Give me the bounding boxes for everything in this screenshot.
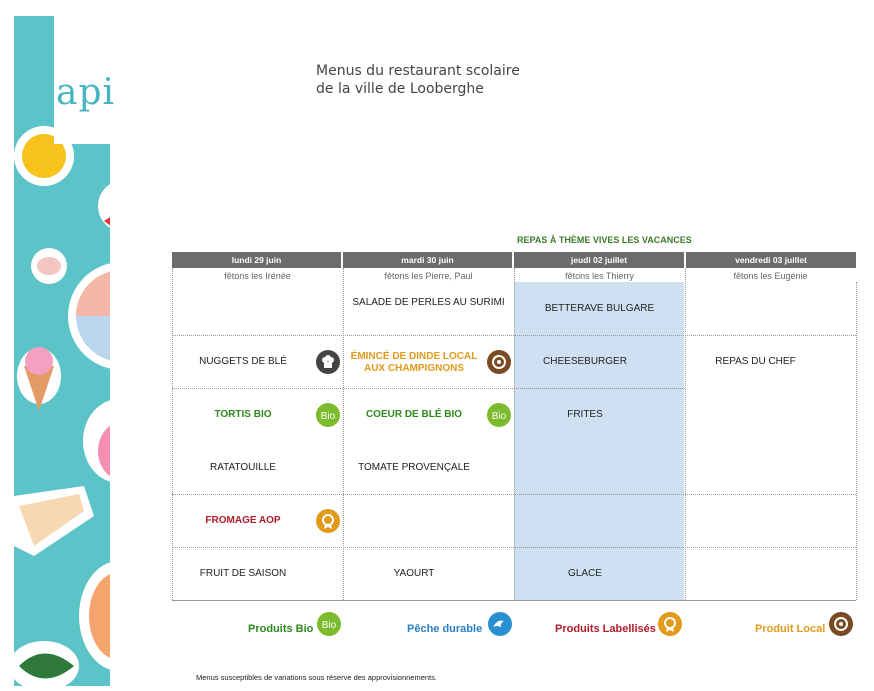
chef-hat-icon — [316, 350, 340, 374]
legend-peche: Pêche durable — [407, 623, 483, 635]
grid-line — [172, 600, 856, 601]
menu-item: ÉMINCÉ DE DINDE LOCAL AUX CHAMPIGNONS — [350, 351, 478, 374]
highlight-column — [514, 282, 684, 600]
menu-item: BETTERAVE BULGARE — [544, 303, 655, 314]
fete-lundi: fêtons les Irénée — [224, 271, 291, 281]
bio-leaf-icon — [316, 403, 340, 427]
title-line-2: de la ville de Looberghe — [316, 81, 484, 97]
label-rosette-icon — [316, 509, 340, 533]
day-header-mardi: mardi 30 juin — [343, 252, 512, 268]
label-rosette-icon — [658, 612, 682, 636]
theme-banner: REPAS À THÈME VIVES LES VACANCES — [517, 235, 692, 245]
local-product-icon — [829, 612, 853, 636]
day-header-lundi: lundi 29 juin — [172, 252, 341, 268]
fete-vendredi: fêtons les Eugénie — [733, 271, 808, 281]
bio-badge-text: Bio — [321, 620, 337, 631]
menu-item: TOMATE PROVENÇALE — [358, 462, 470, 473]
menu-item: CHEESEBURGER — [543, 356, 627, 367]
grid-line — [172, 388, 685, 389]
grid-line — [172, 494, 856, 495]
menu-item: TORTIS BIO — [214, 409, 272, 420]
sidebar-gap — [110, 16, 148, 686]
bio-leaf-icon — [487, 403, 511, 427]
wave-icon — [488, 612, 512, 636]
legend-bio: Produits Bio — [248, 623, 314, 635]
menu-table — [172, 252, 856, 600]
grid-line — [685, 268, 686, 600]
menu-item: FRUIT DE SAISON — [199, 568, 287, 579]
bio-badge-text: Bio — [320, 411, 336, 422]
menu-item: RATATOUILLE — [210, 462, 276, 473]
grid-line — [514, 268, 515, 600]
grid-line — [172, 547, 856, 548]
menu-item: GLACE — [568, 568, 602, 579]
fete-jeudi: fêtons les Thierry — [565, 271, 634, 281]
menu-item: FROMAGE AOP — [205, 515, 281, 526]
menu-item: COEUR DE BLÉ BIO — [365, 409, 463, 420]
grid-line — [172, 268, 173, 600]
grid-line — [343, 268, 344, 600]
bio-leaf-icon — [317, 612, 341, 636]
bio-badge-text: Bio — [491, 411, 507, 422]
menu-item: REPAS DU CHEF — [715, 356, 796, 367]
menu-item: SALADE DE PERLES AU SURIMI — [352, 297, 505, 308]
legend-local: Produit Local — [755, 623, 826, 635]
menu-item: FRITES — [567, 409, 603, 420]
day-header-jeudi: jeudi 02 juillet — [514, 252, 684, 268]
legend-label: Produits Labellisés — [555, 623, 656, 635]
footer-note: Menus susceptibles de variations sous réserve des approvisionnements. — [196, 673, 437, 682]
grid-line — [172, 335, 856, 336]
local-product-icon — [487, 350, 511, 374]
page-title — [316, 62, 520, 98]
title-line-1: Menus du restaurant scolaire — [316, 63, 520, 79]
menu-item: YAOURT — [393, 568, 435, 579]
day-header-vendredi: vendredi 03 juillet — [686, 252, 856, 268]
api-logo: api — [56, 72, 116, 113]
grid-line — [856, 282, 857, 600]
menu-item: NUGGETS DE BLÉ — [199, 356, 287, 367]
fete-mardi: fêtons les Pierre, Paul — [384, 271, 473, 281]
